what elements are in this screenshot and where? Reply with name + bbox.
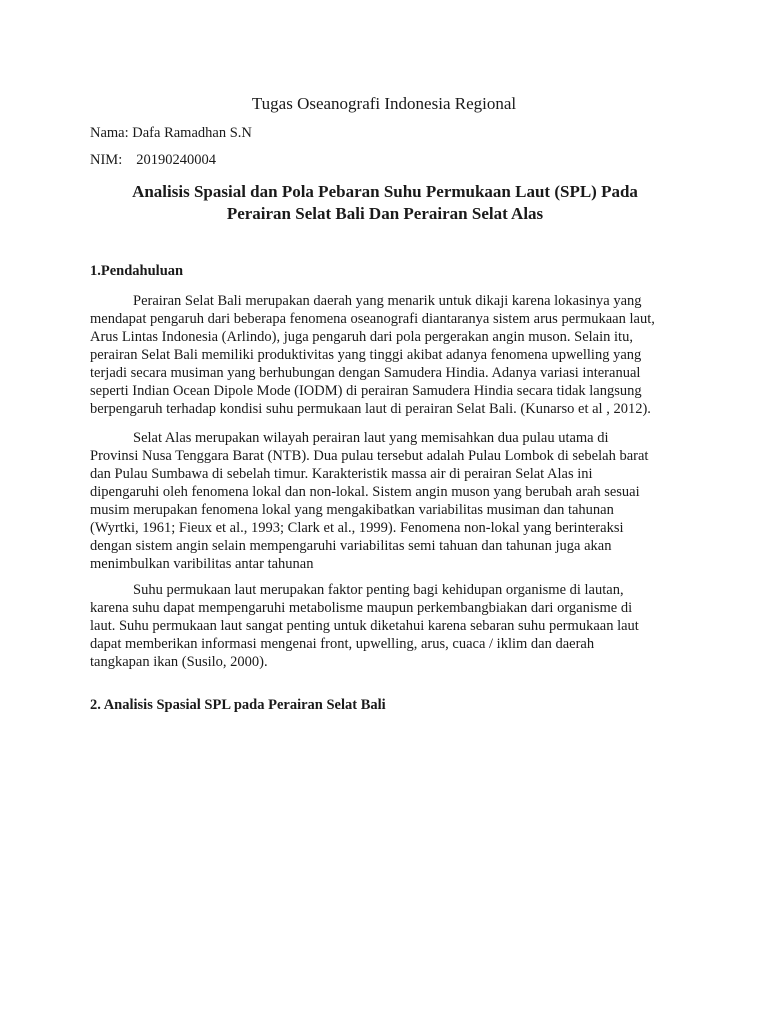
paragraph-line: menimbulkan varibilitas antar tahunan — [90, 556, 314, 572]
paragraph-line: terjadi secara musiman yang berhubungan dengan Samudera Hindia. Adanya variasi interanual — [90, 365, 641, 381]
paragraph-line: musim merupakan fenomena lokal yang mengakibatkan variabilitas musiman dan tahunan — [90, 502, 614, 518]
paragraph-line: dapat memberikan informasi mengenai front, upwelling, arus, cuaca / iklim dan daerah — [90, 636, 595, 652]
paragraph-line: laut. Suhu permukaan laut sangat penting untuk diketahui karena sebaran suhu permukaan laut — [90, 618, 639, 634]
paragraph-selat-alas — [90, 429, 680, 573]
paragraph-line: karena suhu dapat mempengaruhi metabolisme maupun perkembangbiakan dari organisme di — [90, 600, 633, 616]
paragraph-line: dengan sistem angin selain mempengaruhi variabilitas semi tahuan dan tahunan juga akan — [90, 538, 612, 554]
paragraph-line: Provinsi Nusa Tenggara Barat (NTB). Dua pulau tersebut adalah Pulau Lombok di sebelah barat — [90, 448, 649, 464]
section-heading-introduction: 1.Pendahuluan — [90, 263, 184, 279]
paragraph-line: perairan Selat Bali memiliki produktivitas yang tinggi akibat adanya fenomena upwelling yang — [90, 347, 642, 363]
student-name: Nama: Dafa Ramadhan S.N — [90, 125, 252, 141]
document-title — [90, 181, 680, 225]
paragraph-line: berpengaruh terhadap kondisi suhu permukaan laut di perairan Selat Bali. (Kunarso et al , 2012). — [90, 401, 651, 417]
paragraph-line: tangkapan ikan (Susilo, 2000). — [90, 654, 268, 670]
title-line: Perairan Selat Bali Dan Perairan Selat Alas — [226, 204, 544, 223]
paragraph-line: Perairan Selat Bali merupakan daerah yang menarik untuk dikaji karena lokasinya yang — [133, 293, 642, 309]
paragraph-line: seperti Indian Ocean Dipole Mode (IODM) di perairan Samudera Hindia secara tidak langsung — [90, 383, 642, 399]
title-line: Analisis Spasial dan Pola Pebaran Suhu Permukaan Laut (SPL) Pada — [132, 182, 638, 201]
paragraph-line: Suhu permukaan laut merupakan faktor penting bagi kehidupan organisme di lautan, — [133, 582, 624, 598]
nim-label: NIM: — [90, 152, 123, 168]
paragraph-selat-bali — [90, 292, 680, 418]
student-nim — [90, 152, 216, 169]
assignment-title: Tugas Oseanografi Indonesia Regional — [251, 94, 517, 113]
paragraph-line: Selat Alas merupakan wilayah perairan laut yang memisahkan dua pulau utama di — [133, 430, 609, 446]
paragraph-line: Arus Lintas Indonesia (Arlindo), juga pengaruh dari pola pergerakan angin muson. Selain itu, — [90, 329, 633, 345]
section-heading-spl-analysis: 2. Analisis Spasial SPL pada Perairan Selat Bali — [90, 697, 386, 713]
nim-value: 20190240004 — [136, 152, 216, 168]
paragraph-line: dan Pulau Sumbawa di sebelah timur. Karakteristik massa air di perairan Selat Alas ini — [90, 466, 593, 482]
paragraph-suhu-permukaan — [90, 581, 680, 671]
paragraph-line: (Wyrtki, 1961; Fieux et al., 1993; Clark et al., 1999). Fenomena non-lokal yang berinteraksi — [90, 520, 624, 536]
paragraph-line: mendapat pengaruh dari beberapa fenomena oseanografi diantaranya sistem arus permukaan laut, — [90, 311, 655, 327]
paragraph-line: dipengaruhi oleh fenomena lokal dan non-lokal. Sistem angin muson yang berubah arah sesuai — [90, 484, 640, 500]
